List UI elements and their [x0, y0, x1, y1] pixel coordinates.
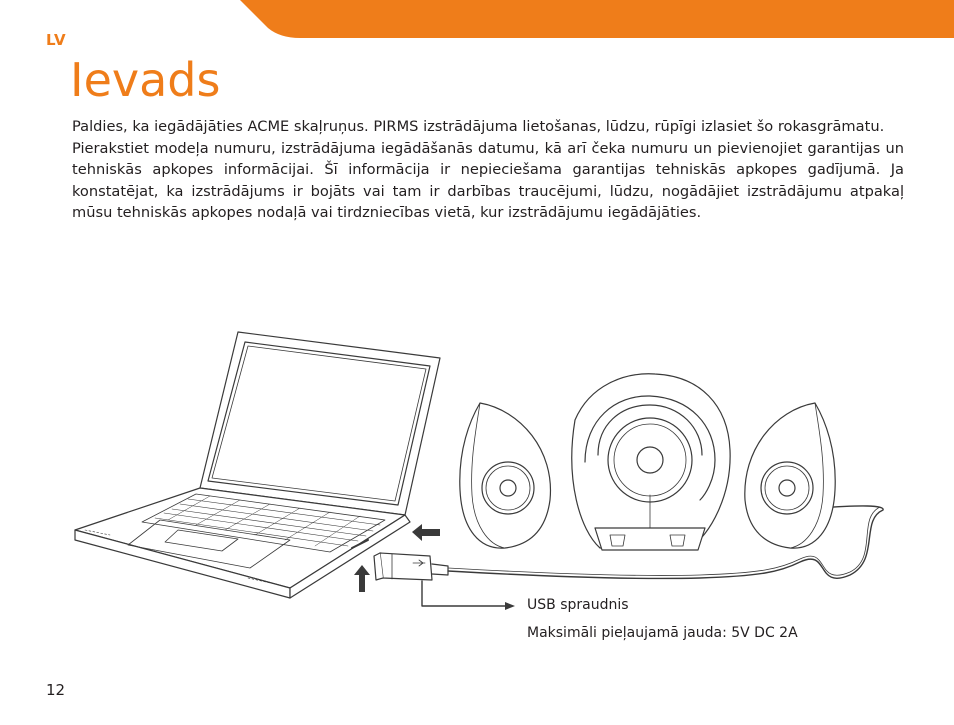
power-rating-caption: Maksimāli pieļaujamā jauda: 5V DC 2A [527, 625, 798, 641]
left-speaker-icon [460, 403, 551, 548]
page-number: 12 [46, 681, 66, 699]
usb-connector-caption: USB spraudnis [527, 597, 629, 613]
laptop-speakers-usb-illustration [70, 325, 900, 625]
header-accent-bar [0, 0, 954, 40]
intro-paragraph-1: Paldies, ka iegādājāties ACME skaļruņus. PIRMS izstrādājuma lietošanas, lūdzu, rūpīgi izlasiet šo rokasgrāmatu. [72, 118, 885, 135]
intro-text [72, 116, 904, 224]
language-code: LV [46, 31, 67, 49]
page-title: Ievads [70, 53, 221, 107]
intro-paragraph-2: Pierakstiet modeļa numuru, izstrādājuma iegādāšanās datumu, kā arī čeka numuru un pievienojiet garantijas un tehniskās apkopes informācijai. Šī informācija ir nepieciešama garantijas tehniskās apkopes gadījumā. Ja konstatējat, ka izstrādājums ir bojāts vai tam ir darbības traucējumi, lūdzu, nogādājiet izstrādājumu atpakaļ mūsu tehniskās apkopes nodaļā vai tirdzniecības vietā, kur izstrādājumu iegādājāties. [72, 139, 904, 221]
right-speaker-icon [745, 403, 835, 548]
subwoofer-icon [572, 374, 730, 550]
up-arrow-icon [354, 565, 370, 592]
insert-arrow-icon [412, 524, 440, 541]
usb-plug-icon [374, 553, 448, 580]
